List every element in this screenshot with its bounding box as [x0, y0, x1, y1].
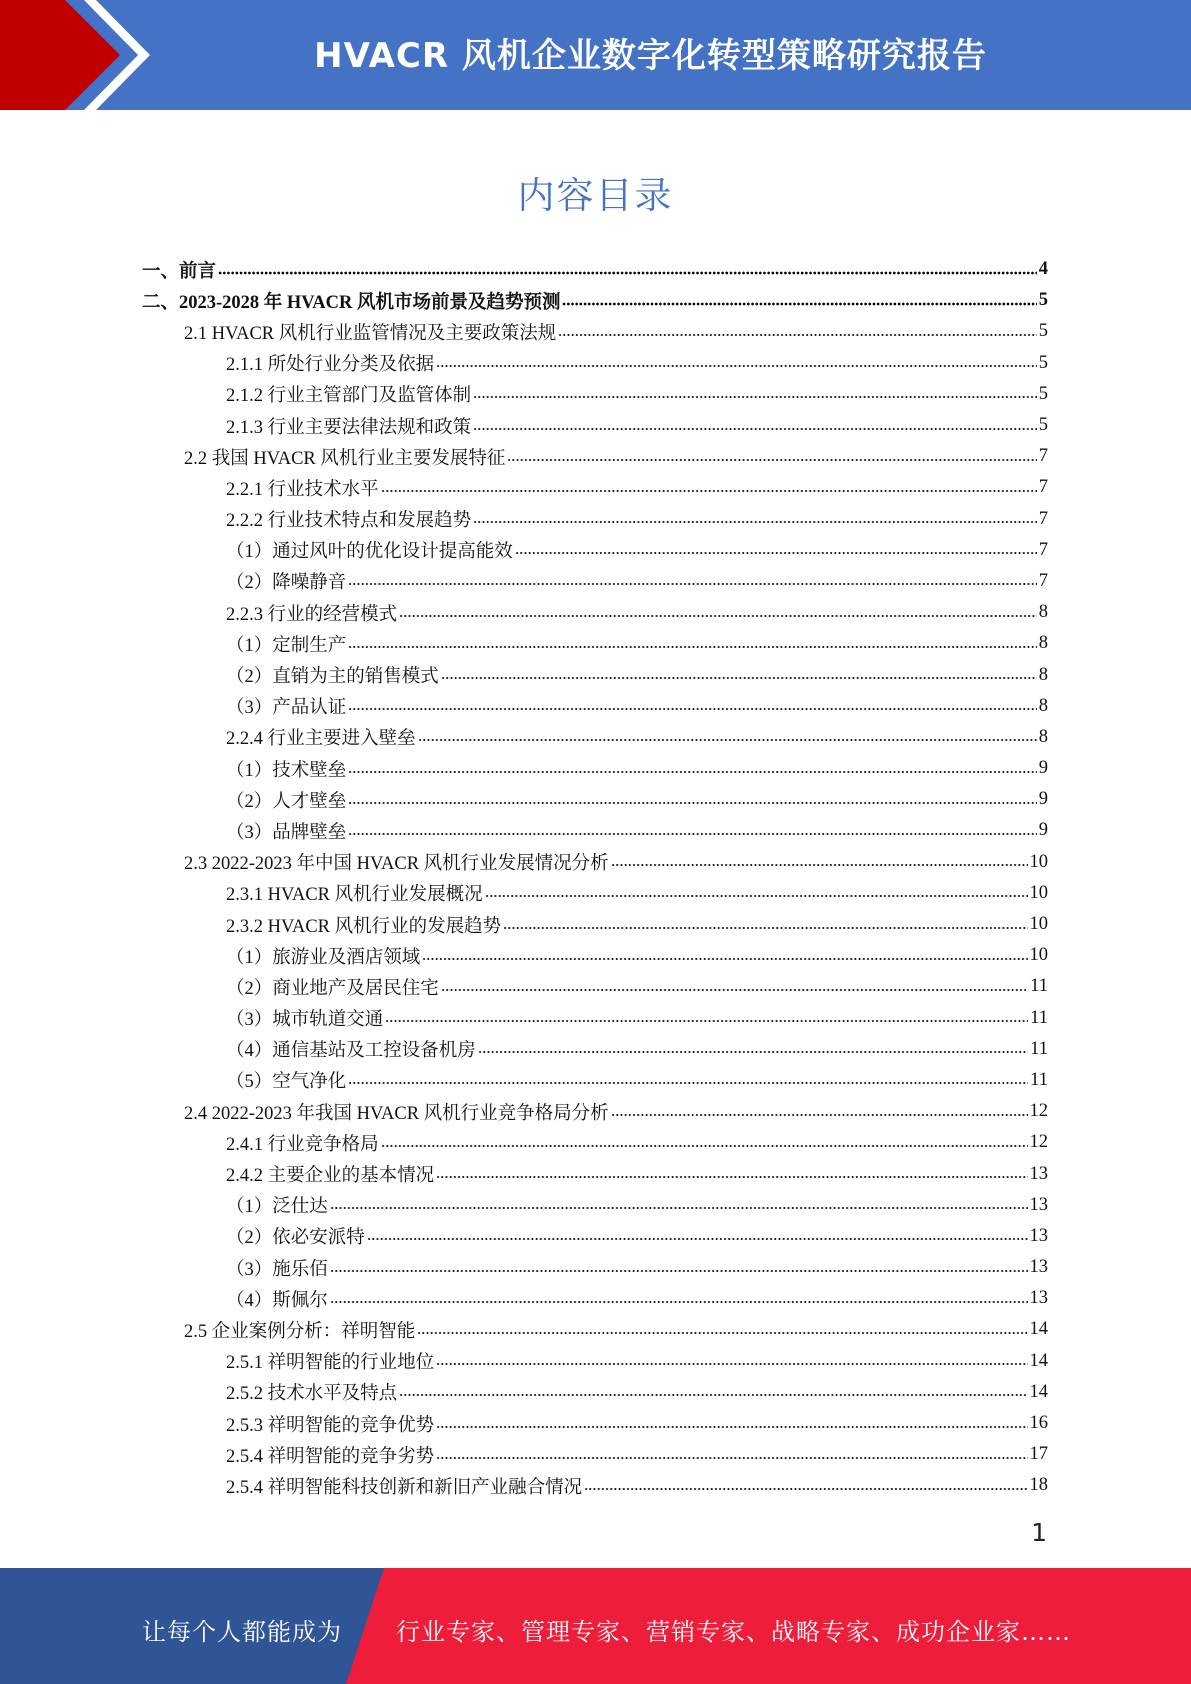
toc-dot-leader	[558, 332, 1036, 338]
toc-entry-label: 2.5.4 祥明智能的竞争劣势	[226, 1446, 435, 1467]
toc-entry[interactable]	[142, 1221, 1048, 1252]
toc-entry-label: 2.2.3 行业的经营模式	[226, 604, 398, 625]
toc-entry[interactable]	[142, 1470, 1048, 1501]
toc-dot-leader	[367, 1236, 1028, 1242]
toc-entry-page: 5	[1038, 321, 1048, 342]
toc-entry-label: 2.2.2 行业技术特点和发展趋势	[226, 511, 472, 532]
toc-entry-label: （3）施乐佰	[226, 1259, 328, 1280]
toc-entry-page: 13	[1029, 1288, 1048, 1309]
toc-entry-label: 2.1.2 行业主管部门及监管体制	[226, 386, 472, 407]
toc-entry-label: （1）定制生产	[226, 635, 347, 656]
toc-entry-page: 11	[1030, 1007, 1048, 1028]
toc-dot-leader	[584, 1486, 1027, 1492]
toc-dot-leader	[348, 831, 1036, 837]
toc-entry-page: 7	[1038, 570, 1048, 591]
toc-entry-page: 7	[1038, 508, 1048, 529]
toc-entry[interactable]	[142, 909, 1048, 940]
toc-entry[interactable]	[142, 1283, 1048, 1314]
toc-entry[interactable]	[142, 379, 1048, 410]
toc-entry-page: 11	[1030, 1069, 1048, 1090]
toc-dot-leader	[417, 1330, 1027, 1336]
toc-entry[interactable]	[142, 659, 1048, 690]
toc-entry-page: 18	[1029, 1475, 1048, 1496]
toc-entry-page: 10	[1029, 882, 1048, 903]
toc-entry-label: （2）直销为主的销售模式	[226, 667, 439, 688]
toc-entry-label: （2）商业地产及居民住宅	[226, 978, 439, 999]
toc-dot-leader	[436, 363, 1037, 369]
toc-entry-label: （4）通信基站及工控设备机房	[226, 1041, 476, 1062]
toc-entry-label: 2.5.3 祥明智能的竞争优势	[226, 1415, 435, 1436]
toc-dot-leader	[436, 1455, 1027, 1461]
toc-entry-page: 8	[1038, 695, 1048, 716]
toc-entry[interactable]	[142, 504, 1048, 535]
toc-entry-label: （1）泛仕达	[226, 1197, 328, 1218]
toc-entry[interactable]	[142, 1065, 1048, 1096]
toc-entry-page: 7	[1038, 446, 1048, 467]
toc-entry-page: 14	[1029, 1319, 1048, 1340]
toc-entry-page: 11	[1030, 976, 1048, 997]
toc-dot-leader	[436, 1424, 1027, 1430]
toc-entry[interactable]	[142, 1158, 1048, 1189]
toc-entry[interactable]	[142, 628, 1048, 659]
toc-entry[interactable]	[142, 535, 1048, 566]
toc-entry-label: 2.3.1 HVACR 风机行业发展概况	[226, 885, 483, 906]
toc-entry-label: 2.2 我国 HVACR 风机行业主要发展特征	[184, 448, 506, 469]
toc-entry-page: 10	[1029, 851, 1048, 872]
toc-entry[interactable]	[142, 410, 1048, 441]
toc-entry-label: （2）依必安派特	[226, 1228, 365, 1249]
toc-entry-page: 5	[1038, 415, 1048, 436]
toc-entry-label: 2.5 企业案例分析：祥明智能	[184, 1321, 416, 1342]
toc-dot-leader	[399, 613, 1037, 619]
toc-dot-leader	[381, 1143, 1028, 1149]
toc-dot-leader	[348, 581, 1036, 587]
toc-entry-label: 2.4.2 主要企业的基本情况	[226, 1166, 435, 1187]
toc-entry-page: 7	[1038, 477, 1048, 498]
page-footer	[0, 1568, 1191, 1684]
toc-entry-page: 5	[1038, 383, 1048, 404]
toc-entry[interactable]	[142, 441, 1048, 472]
toc-dot-leader	[473, 519, 1037, 525]
toc-entry-label: 2.5.2 技术水平及特点	[226, 1384, 398, 1405]
toc-dot-leader	[381, 488, 1037, 494]
toc-dot-leader	[478, 1049, 1028, 1055]
toc-entry-label: （1）技术壁垒	[226, 760, 347, 781]
toc-entry-page: 14	[1029, 1350, 1048, 1371]
toc-entry-page: 9	[1038, 789, 1048, 810]
toc-entry-label: 2.3.2 HVACR 风机行业的发展趋势	[226, 916, 502, 937]
toc-entry-label: 2.1.1 所处行业分类及依据	[226, 355, 435, 376]
toc-dot-leader	[515, 550, 1037, 556]
toc-dot-leader	[422, 956, 1027, 962]
toc-dot-leader	[385, 1018, 1028, 1024]
toc-entry[interactable]	[142, 1096, 1048, 1127]
toc-entry[interactable]	[142, 316, 1048, 347]
toc-entry[interactable]	[142, 1252, 1048, 1283]
toc-entry-label: （1）旅游业及酒店领域	[226, 947, 421, 968]
toc-entry-label: （5）空气净化	[226, 1072, 347, 1093]
toc-entry[interactable]	[142, 254, 1048, 285]
toc-entry-label: （3）品牌壁垒	[226, 822, 347, 843]
footer-slogan: 让每个人都能成为	[142, 1618, 342, 1646]
toc-entry[interactable]	[142, 691, 1048, 722]
toc-dot-leader	[611, 1112, 1028, 1118]
toc-entry-page: 10	[1029, 945, 1048, 966]
toc-entry-page: 13	[1029, 1163, 1048, 1184]
toc-entry-page: 12	[1029, 1132, 1048, 1153]
toc-entry[interactable]	[142, 1003, 1048, 1034]
toc-entry-label: 2.2.4 行业主要进入壁垒	[226, 729, 416, 750]
page-header	[0, 0, 1191, 110]
toc-entry-page: 14	[1029, 1381, 1048, 1402]
toc-entry-page: 17	[1029, 1444, 1048, 1465]
toc-entry-label: （2）降噪静音	[226, 573, 347, 594]
toc-entry-page: 9	[1038, 820, 1048, 841]
toc-entry[interactable]	[142, 1034, 1048, 1065]
toc-entry[interactable]	[142, 1190, 1048, 1221]
toc-entry[interactable]	[142, 1314, 1048, 1345]
toc-entry-page: 8	[1038, 664, 1048, 685]
toc-entry-label: （3）产品认证	[226, 698, 347, 719]
toc-dot-leader	[348, 769, 1036, 775]
toc-dot-leader	[485, 893, 1028, 899]
toc-entry[interactable]	[142, 878, 1048, 909]
toc-entry[interactable]	[142, 1127, 1048, 1158]
toc-entry[interactable]	[142, 1346, 1048, 1377]
toc-entry-page: 5	[1038, 290, 1048, 311]
toc-entry[interactable]	[142, 847, 1048, 878]
toc-entry-page: 9	[1038, 758, 1048, 779]
toc-entry-label: 2.3 2022-2023 年中国 HVACR 风机行业发展情况分析	[184, 854, 609, 875]
toc-entry[interactable]	[142, 784, 1048, 815]
toc-entry[interactable]	[142, 1439, 1048, 1470]
toc-entry[interactable]	[142, 285, 1048, 316]
toc-dot-leader	[441, 675, 1037, 681]
page-number: 1	[1031, 1518, 1047, 1547]
toc-entry[interactable]	[142, 815, 1048, 846]
toc-dot-leader	[348, 644, 1036, 650]
toc-dot-leader	[399, 1392, 1027, 1398]
toc-entry-label: 一、前言	[142, 261, 217, 282]
toc-dot-leader	[330, 1268, 1028, 1274]
toc-entry-label: 2.4.1 行业竞争格局	[226, 1134, 379, 1155]
toc-entry-page: 13	[1029, 1225, 1048, 1246]
toc-entry[interactable]	[142, 753, 1048, 784]
toc-dot-leader	[348, 1080, 1028, 1086]
toc-entry[interactable]	[142, 722, 1048, 753]
toc-entry-label: 二、2023-2028 年 HVACR 风机市场前景及趋势预测	[142, 292, 561, 313]
toc-dot-leader	[473, 394, 1037, 400]
toc-entry-page: 8	[1038, 726, 1048, 747]
toc-entry-label: （1）通过风叶的优化设计提高能效	[226, 542, 513, 563]
toc-entry-page: 5	[1038, 352, 1048, 373]
toc-entry-page: 13	[1029, 1194, 1048, 1215]
toc-entry[interactable]	[142, 472, 1048, 503]
toc-entry[interactable]	[142, 1377, 1048, 1408]
toc-entry-label: （2）人才壁垒	[226, 791, 347, 812]
toc-entry-page: 8	[1038, 602, 1048, 623]
toc-dot-leader	[507, 457, 1036, 463]
toc-dot-leader	[330, 1299, 1028, 1305]
toc-dot-leader	[436, 1361, 1027, 1367]
toc-entry-page: 7	[1038, 539, 1048, 560]
toc-entry-label: 2.4 2022-2023 年我国 HVACR 风机行业竞争格局分析	[184, 1103, 609, 1124]
toc-dot-leader	[473, 426, 1037, 432]
table-of-contents	[142, 254, 1048, 1502]
toc-entry-label: （4）斯佩尔	[226, 1290, 328, 1311]
toc-entry-page: 4	[1038, 259, 1048, 280]
toc-entry-label: 2.1 HVACR 风机行业监管情况及主要政策法规	[184, 323, 557, 344]
toc-entry-page: 16	[1029, 1413, 1048, 1434]
toc-entry[interactable]	[142, 940, 1048, 971]
toc-entry-label: 2.5.1 祥明智能的行业地位	[226, 1353, 435, 1374]
header-arrow-decoration	[0, 0, 160, 110]
toc-entry-page: 8	[1038, 633, 1048, 654]
toc-dot-leader	[562, 301, 1036, 307]
toc-entry-label: 2.5.4 祥明智能科技创新和新旧产业融合情况	[226, 1477, 583, 1498]
toc-dot-leader	[218, 270, 1037, 276]
toc-entry-page: 13	[1029, 1257, 1048, 1278]
toc-dot-leader	[611, 862, 1028, 868]
toc-entry-page: 12	[1029, 1101, 1048, 1122]
footer-tagline: 行业专家、管理专家、营销专家、战略专家、成功企业家……	[396, 1618, 1071, 1646]
toc-dot-leader	[330, 1205, 1028, 1211]
toc-entry[interactable]	[142, 348, 1048, 379]
toc-dot-leader	[418, 737, 1037, 743]
toc-dot-leader	[441, 987, 1028, 993]
toc-entry[interactable]	[142, 566, 1048, 597]
toc-entry[interactable]	[142, 597, 1048, 628]
toc-entry-page: 10	[1029, 914, 1048, 935]
toc-entry-label: 2.2.1 行业技术水平	[226, 479, 379, 500]
toc-heading: 内容目录	[517, 174, 674, 217]
toc-dot-leader	[348, 800, 1036, 806]
toc-entry-label: 2.1.3 行业主要法律法规和政策	[226, 417, 472, 438]
toc-dot-leader	[348, 706, 1036, 712]
toc-dot-leader	[436, 1174, 1027, 1180]
toc-entry[interactable]	[142, 1408, 1048, 1439]
toc-dot-leader	[503, 925, 1027, 931]
toc-entry-label: （3）城市轨道交通	[226, 1010, 384, 1031]
report-title: HVACR 风机企业数字化转型策略研究报告	[314, 36, 987, 76]
toc-entry[interactable]	[142, 971, 1048, 1002]
toc-entry-page: 11	[1030, 1038, 1048, 1059]
